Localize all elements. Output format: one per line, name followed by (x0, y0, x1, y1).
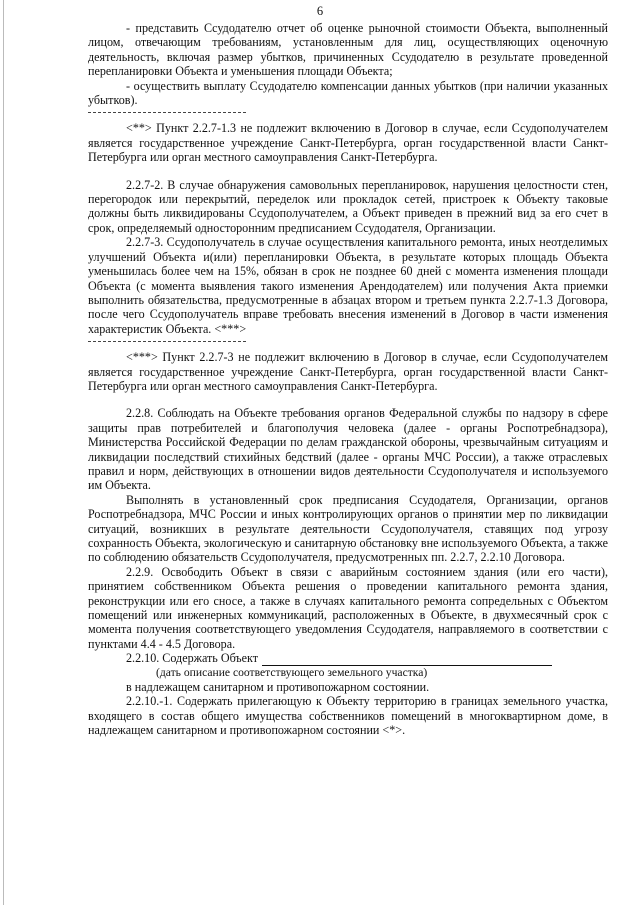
document-body (88, 21, 608, 738)
land-plot-fill-line (262, 653, 552, 666)
page-number: 6 (316, 4, 324, 18)
footnote-separator (88, 341, 246, 342)
paragraph-2-2-8: 2.2.8. Соблюдать на Объекте требования органов Федеральной службы по надзору в сфере защиты прав потребителей и благополучия человека (далее - органы Роспотребнадзора), Министерства Российской Федерации по делам гражданской обороны, чрезвычайным ситуациям и ликвидации последствий стихийных бедствий (далее - органы МЧС России), а также отраслевых правил и норм, действующих в отношении видов деятельности Ссудополучателя и используемого им Объекта. (88, 406, 608, 493)
paragraph-orders-compliance: Выполнять в установленный срок предписания Ссудодателя, Организации, органов Роспотребнадзора, МЧС России и иных контролирующих органов о принятии мер по ликвидации ситуаций, возникших в результате деятельности Ссудополучателя, ставящих под угрозу сохранность Объекта, экологическую и санитарную обстановку вне используемого Объекта, а также по соблюдению обязательств Ссудополучателя, предусмотренных пп. 2.2.7, 2.2.10 Договора. (88, 492, 608, 565)
paragraph-2-2-10-label: 2.2.10. Содержать Объект (126, 651, 259, 666)
paragraph-2-2-7-2: 2.2.7-2. В случае обнаружения самовольных перепланировок, нарушения целостности стен, перегородок или перекрытий, переделок или прокладок сетей, пристроек к Объекту таковые должны быть ликвидированы Ссудополучателем, а Объект приведен в прежний вид за его счет в срок, определяемый односторонним предписанием Ссудодателя, Организации. (88, 177, 608, 235)
paragraph-2-2-10-condition: в надлежащем санитарном и противопожарном состоянии. (126, 680, 430, 695)
footnote-2-2-7-3: <***> Пункт 2.2.7-3 не подлежит включению в Договор в случае, если Ссудополучателем является государственное учреждение Санкт-Петербурга, орган государственной власти Санкт-Петербурга или орган местного самоуправления Санкт-Петербурга. (88, 350, 608, 393)
footnote-separator (88, 112, 246, 113)
paragraph-compensation-payment: - осуществить выплату Ссудодателю компенсации данных убытков (при наличии указанных убытков). (88, 78, 608, 108)
paragraph-2-2-10-1: 2.2.10.-1. Содержать прилегающую к Объекту территорию в границах земельного участка, входящего в состав общего имущества собственников помещений в многоквартирном доме, в надлежащем санитарном и противопожарном состоянии <*>. (88, 694, 608, 738)
paragraph-market-value-report: - представить Ссудодателю отчет об оценке рыночной стоимости Объекта, выполненный лицом, отвечающим требованиям, установленным для лиц, осуществляющих оценочную деятельность, включая размер убытков, причиненных Ссудодателю в результате проведенной перепланировки Объекта и уменьшения площади Объекта; (88, 21, 608, 79)
paragraph-2-2-7-3: 2.2.7-3. Ссудополучатель в случае осуществления капитального ремонта, иных неотделимых улучшений Объекта и(или) перепланировки Объекта, в результате которых площадь Объекта уменьшилась более чем на 15%, обязан в срок не позднее 60 дней с момента изменения площади Объекта (с момента выявления такого изменения Арендодателем) или получения Акта приемки выполнить обязательства, предусмотренные в абзацах втором и третьем пункта 2.2.7-1.3 Договора, после чего Ссудополучатель вправе требовать внесения изменений в Договор в части изменения характеристик Объекта. <***> (88, 235, 608, 336)
scan-edge-line (3, 0, 4, 905)
land-plot-caption: (дать описание соответствующего земельного участка) (156, 665, 428, 679)
paragraph-2-2-10 (88, 651, 608, 665)
paragraph-2-2-9: 2.2.9. Освободить Объект в связи с аварийным состоянием здания (или его части), принятием собственником Объекта решения о проведении капитального ремонта здания, реконструкции или его сносе, а также в случаях капитального ремонта сопредельных с Объектом помещений или инженерных коммуникаций, расположенных в Объекте, в двухмесячный срок с момента получения соответствующего уведомления Ссудодателя, направляемого в соответствии с пунктами 4.4 - 4.5 Договора. (88, 564, 608, 651)
footnote-2-2-7-1-3: <**> Пункт 2.2.7-1.3 не подлежит включению в Договор в случае, если Ссудополучателем является государственное учреждение Санкт-Петербурга, орган государственной власти Санкт-Петербурга или орган местного самоуправления Санкт-Петербурга. (88, 121, 608, 165)
